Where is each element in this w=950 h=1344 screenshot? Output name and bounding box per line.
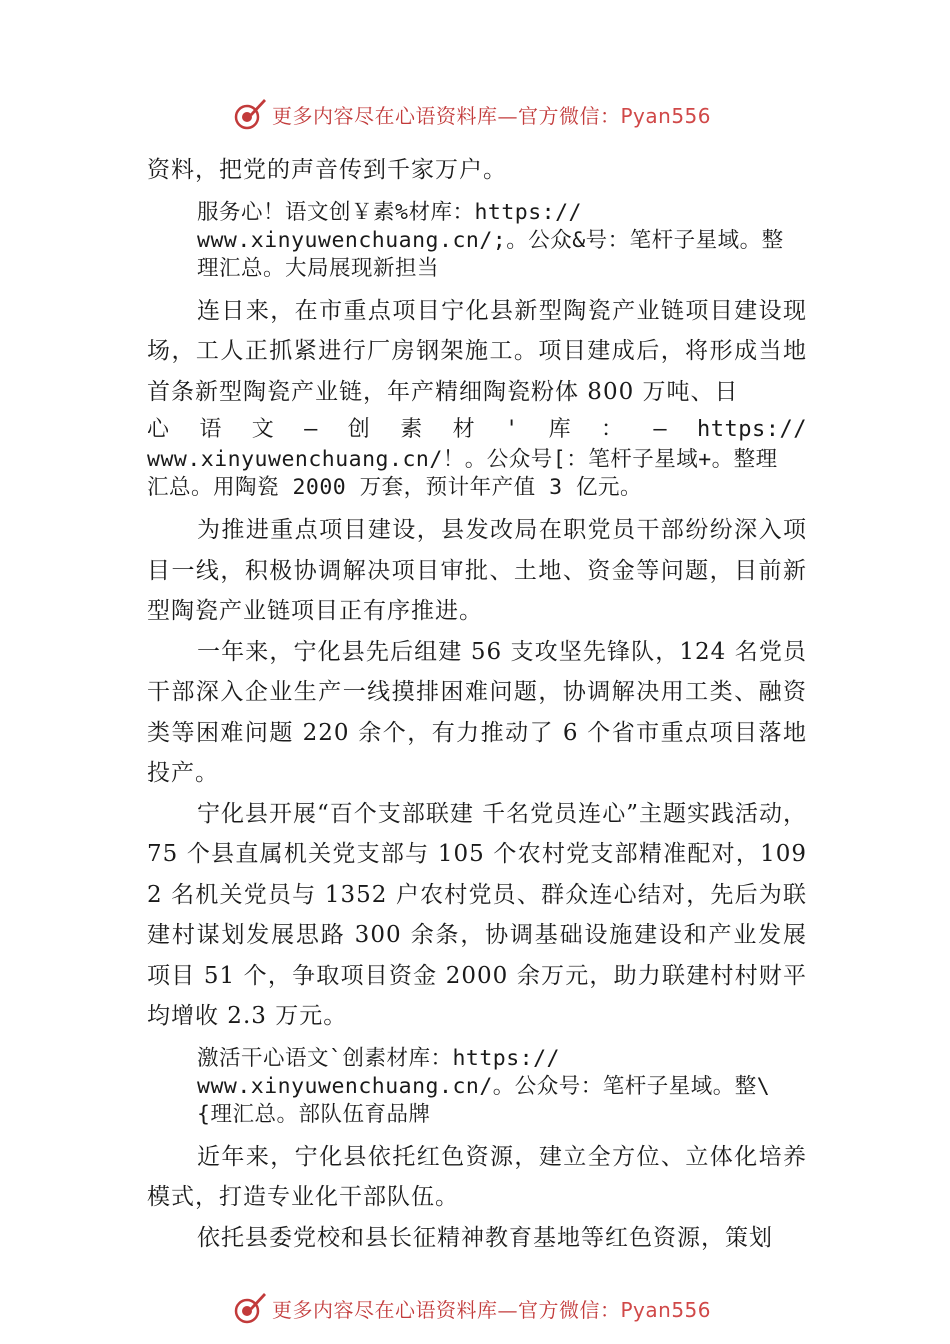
watermark-line: 服务心！语文创￥素%材库：https:// (197, 199, 582, 225)
header-banner (0, 94, 950, 134)
document-body (147, 150, 807, 1258)
watermark-block (147, 414, 807, 502)
watermark-spread-line: 心 语 文 — 创 素 材 ' 库 ： — https:// (147, 417, 807, 442)
paragraph: 依托县委党校和县长征精神教育基地等红色资源，策划 (197, 1224, 773, 1251)
watermark-line: www.xinyuwenchuang.cn/;。公众&号：笔杆子星域。整 (197, 227, 784, 253)
watermark-line: 汇总。用陶瓷 2000 万套，预计年产值 3 亿元。 (147, 475, 642, 500)
watermark-line: 激活干心语文`创素材库：https:// (197, 1045, 560, 1071)
watermark-line: www.xinyuwenchuang.cn/！。公众号[：笔杆子星域+。整理 (147, 447, 778, 472)
banner-caption: 更多内容尽在心语资料库—官方微信：Pyan556 (272, 1297, 712, 1322)
watermark-block (147, 199, 807, 283)
watermark-line: www.xinyuwenchuang.cn/。公众号：笔杆子星域。整\ (197, 1073, 771, 1099)
paragraph: 近年来，宁化县依托红色资源，建立全方位、立体化培养模式，打造专业化干部队伍。 (147, 1143, 807, 1210)
quill-seal-icon (232, 1290, 268, 1326)
watermark-block (147, 1045, 807, 1129)
paragraph: 一年来，宁化县先后组建 56 支攻坚先锋队，124 名党员干部深入企业生产一线摸排困难问题，协调解决用工类、融资类等困难问题 220 余个，有力推动了 6 个省市重点项目落地投产。 (147, 638, 807, 786)
paragraph: 连日来，在市重点项目宁化县新型陶瓷产业链项目建设现场，工人正抓紧进行厂房钢架施工。项目建成后，将形成当地首条新型陶瓷产业链，年产精细陶瓷粉体 800 万吨、日 (147, 297, 807, 405)
banner-caption: 更多内容尽在心语资料库—官方微信：Pyan556 (272, 103, 712, 128)
footer-banner (0, 1288, 950, 1328)
paragraph: 为推进重点项目建设，县发改局在职党员干部纷纷深入项目一线，积极协调解决项目审批、土地、资金等问题，目前新型陶瓷产业链项目正有序推进。 (147, 517, 807, 624)
quill-seal-icon (232, 96, 268, 132)
paragraph: 资料，把党的声音传到千家万户。 (147, 157, 507, 183)
paragraph: 宁化县开展“百个支部联建 千名党员连心”主题实践活动，75 个县直属机关党支部与 105 个农村党支部精准配对，1092 名机关党员与 1352 户农村党员、群众连心结对，先后为联建村谋划发展思路 300 余条，协调基础设施建设和产业发展项目 51 个，争取项目资金 2000 余万元，助力联建村村财平均增收 2.3 万元。 (147, 800, 807, 1029)
watermark-line: 理汇总。大局展现新担当 (197, 255, 440, 281)
watermark-line: {理汇总。部队伍育品牌 (197, 1101, 431, 1127)
